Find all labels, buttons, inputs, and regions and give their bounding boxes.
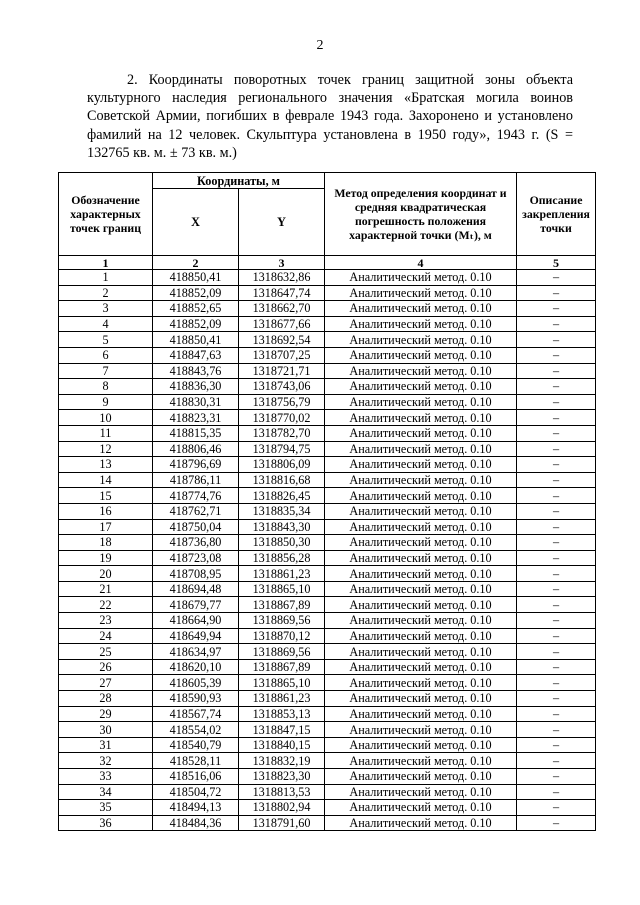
cell-point-number: 7 (59, 363, 153, 379)
table-row (59, 706, 596, 722)
table-row (59, 566, 596, 582)
cell-description: – (517, 270, 596, 286)
cell-description: – (517, 613, 596, 629)
cell-y: 1318677,66 (239, 316, 325, 332)
cell-point-number: 5 (59, 332, 153, 348)
cell-method: Аналитический метод. 0.10 (325, 659, 517, 675)
cell-y: 1318632,86 (239, 270, 325, 286)
cell-description: – (517, 503, 596, 519)
cell-y: 1318782,70 (239, 425, 325, 441)
cell-x: 418830,31 (153, 394, 239, 410)
cell-y: 1318794,75 (239, 441, 325, 457)
cell-point-number: 25 (59, 644, 153, 660)
cell-method: Аналитический метод. 0.10 (325, 550, 517, 566)
cell-method: Аналитический метод. 0.10 (325, 581, 517, 597)
cell-point-number: 30 (59, 722, 153, 738)
cell-point-number: 20 (59, 566, 153, 582)
cell-x: 418554,02 (153, 722, 239, 738)
cell-method: Аналитический метод. 0.10 (325, 753, 517, 769)
cell-x: 418823,31 (153, 410, 239, 426)
cell-y: 1318647,74 (239, 285, 325, 301)
table-row (59, 488, 596, 504)
table-row (59, 503, 596, 519)
cell-point-number: 19 (59, 550, 153, 566)
cell-y: 1318870,12 (239, 628, 325, 644)
cell-method: Аналитический метод. 0.10 (325, 769, 517, 785)
cell-y: 1318853,13 (239, 706, 325, 722)
cell-point-number: 22 (59, 597, 153, 613)
cell-description: – (517, 301, 596, 317)
cell-y: 1318662,70 (239, 301, 325, 317)
cell-method: Аналитический метод. 0.10 (325, 285, 517, 301)
cell-method: Аналитический метод. 0.10 (325, 613, 517, 629)
table-row (59, 270, 596, 286)
cell-y: 1318843,30 (239, 519, 325, 535)
cell-x: 418852,09 (153, 285, 239, 301)
cell-description: – (517, 285, 596, 301)
cell-point-number: 2 (59, 285, 153, 301)
cell-description: – (517, 457, 596, 473)
cell-x: 418762,71 (153, 503, 239, 519)
cell-x: 418786,11 (153, 472, 239, 488)
cell-x: 418679,77 (153, 597, 239, 613)
table-row (59, 332, 596, 348)
cell-x: 418850,41 (153, 270, 239, 286)
cell-y: 1318743,06 (239, 379, 325, 395)
cell-description: – (517, 659, 596, 675)
cell-method: Аналитический метод. 0.10 (325, 535, 517, 551)
cell-x: 418620,10 (153, 659, 239, 675)
cell-y: 1318756,79 (239, 394, 325, 410)
table-row (59, 659, 596, 675)
cell-x: 418664,90 (153, 613, 239, 629)
cell-method: Аналитический метод. 0.10 (325, 737, 517, 753)
cell-description: – (517, 394, 596, 410)
cell-point-number: 23 (59, 613, 153, 629)
coordinates-table (58, 172, 596, 831)
column-number: 2 (153, 256, 239, 270)
cell-y: 1318850,30 (239, 535, 325, 551)
cell-method: Аналитический метод. 0.10 (325, 457, 517, 473)
cell-point-number: 18 (59, 535, 153, 551)
cell-method: Аналитический метод. 0.10 (325, 800, 517, 816)
cell-description: – (517, 550, 596, 566)
cell-method: Аналитический метод. 0.10 (325, 379, 517, 395)
cell-x: 418796,69 (153, 457, 239, 473)
table-row (59, 784, 596, 800)
table-row (59, 800, 596, 816)
cell-point-number: 1 (59, 270, 153, 286)
cell-method: Аналитический метод. 0.10 (325, 441, 517, 457)
cell-description: – (517, 644, 596, 660)
cell-method: Аналитический метод. 0.10 (325, 691, 517, 707)
cell-point-number: 10 (59, 410, 153, 426)
cell-method: Аналитический метод. 0.10 (325, 301, 517, 317)
cell-description: – (517, 472, 596, 488)
cell-description: – (517, 566, 596, 582)
cell-x: 418736,80 (153, 535, 239, 551)
cell-point-number: 16 (59, 503, 153, 519)
cell-x: 418590,93 (153, 691, 239, 707)
table-row (59, 363, 596, 379)
cell-x: 418494,13 (153, 800, 239, 816)
cell-point-number: 27 (59, 675, 153, 691)
table-row (59, 441, 596, 457)
header-description: Описание закрепления точки (517, 173, 596, 256)
cell-method: Аналитический метод. 0.10 (325, 347, 517, 363)
cell-description: – (517, 488, 596, 504)
cell-description: – (517, 753, 596, 769)
table-row (59, 472, 596, 488)
table-row (59, 815, 596, 831)
table-row (59, 410, 596, 426)
cell-x: 418723,08 (153, 550, 239, 566)
cell-x: 418708,95 (153, 566, 239, 582)
cell-y: 1318867,89 (239, 597, 325, 613)
cell-y: 1318861,23 (239, 566, 325, 582)
cell-x: 418806,46 (153, 441, 239, 457)
cell-x: 418852,09 (153, 316, 239, 332)
cell-point-number: 31 (59, 737, 153, 753)
table-row (59, 550, 596, 566)
cell-method: Аналитический метод. 0.10 (325, 566, 517, 582)
table-row (59, 535, 596, 551)
column-number: 1 (59, 256, 153, 270)
cell-point-number: 11 (59, 425, 153, 441)
cell-description: – (517, 800, 596, 816)
cell-description: – (517, 784, 596, 800)
cell-point-number: 36 (59, 815, 153, 831)
cell-point-number: 26 (59, 659, 153, 675)
cell-method: Аналитический метод. 0.10 (325, 628, 517, 644)
page-number: 2 (316, 38, 324, 53)
table-row (59, 613, 596, 629)
cell-description: – (517, 379, 596, 395)
table-row (59, 769, 596, 785)
column-number: 3 (239, 256, 325, 270)
cell-method: Аналитический метод. 0.10 (325, 332, 517, 348)
cell-y: 1318867,89 (239, 659, 325, 675)
table-row (59, 737, 596, 753)
cell-method: Аналитический метод. 0.10 (325, 270, 517, 286)
table-row (59, 379, 596, 395)
cell-y: 1318847,15 (239, 722, 325, 738)
cell-y: 1318840,15 (239, 737, 325, 753)
cell-point-number: 12 (59, 441, 153, 457)
column-numbers-row (59, 256, 596, 270)
cell-description: – (517, 628, 596, 644)
cell-x: 418815,35 (153, 425, 239, 441)
cell-method: Аналитический метод. 0.10 (325, 425, 517, 441)
cell-method: Аналитический метод. 0.10 (325, 472, 517, 488)
cell-point-number: 33 (59, 769, 153, 785)
table-row (59, 425, 596, 441)
cell-point-number: 29 (59, 706, 153, 722)
cell-description: – (517, 722, 596, 738)
cell-description: – (517, 519, 596, 535)
header-coordinates: Координаты, м (153, 173, 325, 189)
table-row (59, 581, 596, 597)
table-row (59, 316, 596, 332)
cell-point-number: 4 (59, 316, 153, 332)
cell-y: 1318806,09 (239, 457, 325, 473)
cell-y: 1318816,68 (239, 472, 325, 488)
column-number: 5 (517, 256, 596, 270)
cell-x: 418750,04 (153, 519, 239, 535)
cell-y: 1318835,34 (239, 503, 325, 519)
cell-method: Аналитический метод. 0.10 (325, 722, 517, 738)
cell-x: 418484,36 (153, 815, 239, 831)
cell-point-number: 6 (59, 347, 153, 363)
cell-point-number: 24 (59, 628, 153, 644)
table-row (59, 753, 596, 769)
cell-point-number: 14 (59, 472, 153, 488)
cell-description: – (517, 597, 596, 613)
column-number: 4 (325, 256, 517, 270)
cell-x: 418850,41 (153, 332, 239, 348)
header-y: Y (239, 189, 325, 256)
cell-x: 418852,65 (153, 301, 239, 317)
cell-method: Аналитический метод. 0.10 (325, 675, 517, 691)
cell-description: – (517, 535, 596, 551)
cell-point-number: 35 (59, 800, 153, 816)
table-row (59, 628, 596, 644)
cell-point-number: 34 (59, 784, 153, 800)
cell-description: – (517, 691, 596, 707)
cell-x: 418774,76 (153, 488, 239, 504)
cell-description: – (517, 425, 596, 441)
cell-description: – (517, 737, 596, 753)
cell-method: Аналитический метод. 0.10 (325, 519, 517, 535)
cell-x: 418649,94 (153, 628, 239, 644)
table-row (59, 722, 596, 738)
cell-y: 1318770,02 (239, 410, 325, 426)
cell-method: Аналитический метод. 0.10 (325, 488, 517, 504)
cell-point-number: 28 (59, 691, 153, 707)
cell-x: 418540,79 (153, 737, 239, 753)
cell-description: – (517, 347, 596, 363)
cell-description: – (517, 332, 596, 348)
cell-method: Аналитический метод. 0.10 (325, 363, 517, 379)
table-row (59, 457, 596, 473)
cell-description: – (517, 769, 596, 785)
cell-y: 1318707,25 (239, 347, 325, 363)
cell-description: – (517, 316, 596, 332)
cell-method: Аналитический метод. 0.10 (325, 644, 517, 660)
cell-method: Аналитический метод. 0.10 (325, 503, 517, 519)
cell-method: Аналитический метод. 0.10 (325, 784, 517, 800)
cell-y: 1318861,23 (239, 691, 325, 707)
header-x: X (153, 189, 239, 256)
table-row (59, 597, 596, 613)
cell-point-number: 21 (59, 581, 153, 597)
cell-x: 418843,76 (153, 363, 239, 379)
cell-x: 418528,11 (153, 753, 239, 769)
intro-paragraph: 2. Координаты поворотных точек границ защитной зоны объекта культурного наследия регионального значения «Братская могила воинов Советской Армии, погибших в феврале 1943 года. Захоронено и установлено фамилий на 12 человек. Скульптура установлена в 1950 году», 1943 г. (S = 132765 кв. м. ± 73 кв. м.) (87, 72, 573, 161)
cell-description: – (517, 706, 596, 722)
cell-point-number: 8 (59, 379, 153, 395)
cell-description: – (517, 675, 596, 691)
cell-y: 1318692,54 (239, 332, 325, 348)
cell-x: 418504,72 (153, 784, 239, 800)
cell-method: Аналитический метод. 0.10 (325, 815, 517, 831)
cell-y: 1318791,60 (239, 815, 325, 831)
cell-x: 418516,06 (153, 769, 239, 785)
table-row (59, 691, 596, 707)
cell-point-number: 13 (59, 457, 153, 473)
cell-y: 1318832,19 (239, 753, 325, 769)
cell-point-number: 3 (59, 301, 153, 317)
cell-method: Аналитический метод. 0.10 (325, 394, 517, 410)
cell-y: 1318865,10 (239, 675, 325, 691)
table-row (59, 675, 596, 691)
table-row (59, 285, 596, 301)
cell-y: 1318813,53 (239, 784, 325, 800)
table-body (59, 270, 596, 831)
cell-method: Аналитический метод. 0.10 (325, 597, 517, 613)
cell-y: 1318823,30 (239, 769, 325, 785)
cell-x: 418694,48 (153, 581, 239, 597)
table-row (59, 394, 596, 410)
cell-method: Аналитический метод. 0.10 (325, 410, 517, 426)
cell-method: Аналитический метод. 0.10 (325, 706, 517, 722)
cell-y: 1318721,71 (239, 363, 325, 379)
cell-y: 1318856,28 (239, 550, 325, 566)
table-row (59, 347, 596, 363)
cell-point-number: 9 (59, 394, 153, 410)
cell-point-number: 32 (59, 753, 153, 769)
cell-x: 418605,39 (153, 675, 239, 691)
header-method: Метод определения координат и средняя квадратическая погрешность положения характерной точки (Mₜ), м (325, 173, 517, 256)
cell-y: 1318865,10 (239, 581, 325, 597)
cell-y: 1318802,94 (239, 800, 325, 816)
cell-x: 418634,97 (153, 644, 239, 660)
cell-y: 1318826,45 (239, 488, 325, 504)
cell-description: – (517, 815, 596, 831)
table-row (59, 644, 596, 660)
table-row (59, 519, 596, 535)
header-point-designation: Обозначение характерных точек границ (59, 173, 153, 256)
cell-point-number: 17 (59, 519, 153, 535)
cell-y: 1318869,56 (239, 644, 325, 660)
cell-method: Аналитический метод. 0.10 (325, 316, 517, 332)
cell-description: – (517, 363, 596, 379)
cell-description: – (517, 441, 596, 457)
cell-description: – (517, 410, 596, 426)
cell-description: – (517, 581, 596, 597)
table-row (59, 301, 596, 317)
cell-point-number: 15 (59, 488, 153, 504)
cell-x: 418836,30 (153, 379, 239, 395)
cell-y: 1318869,56 (239, 613, 325, 629)
cell-x: 418567,74 (153, 706, 239, 722)
cell-x: 418847,63 (153, 347, 239, 363)
